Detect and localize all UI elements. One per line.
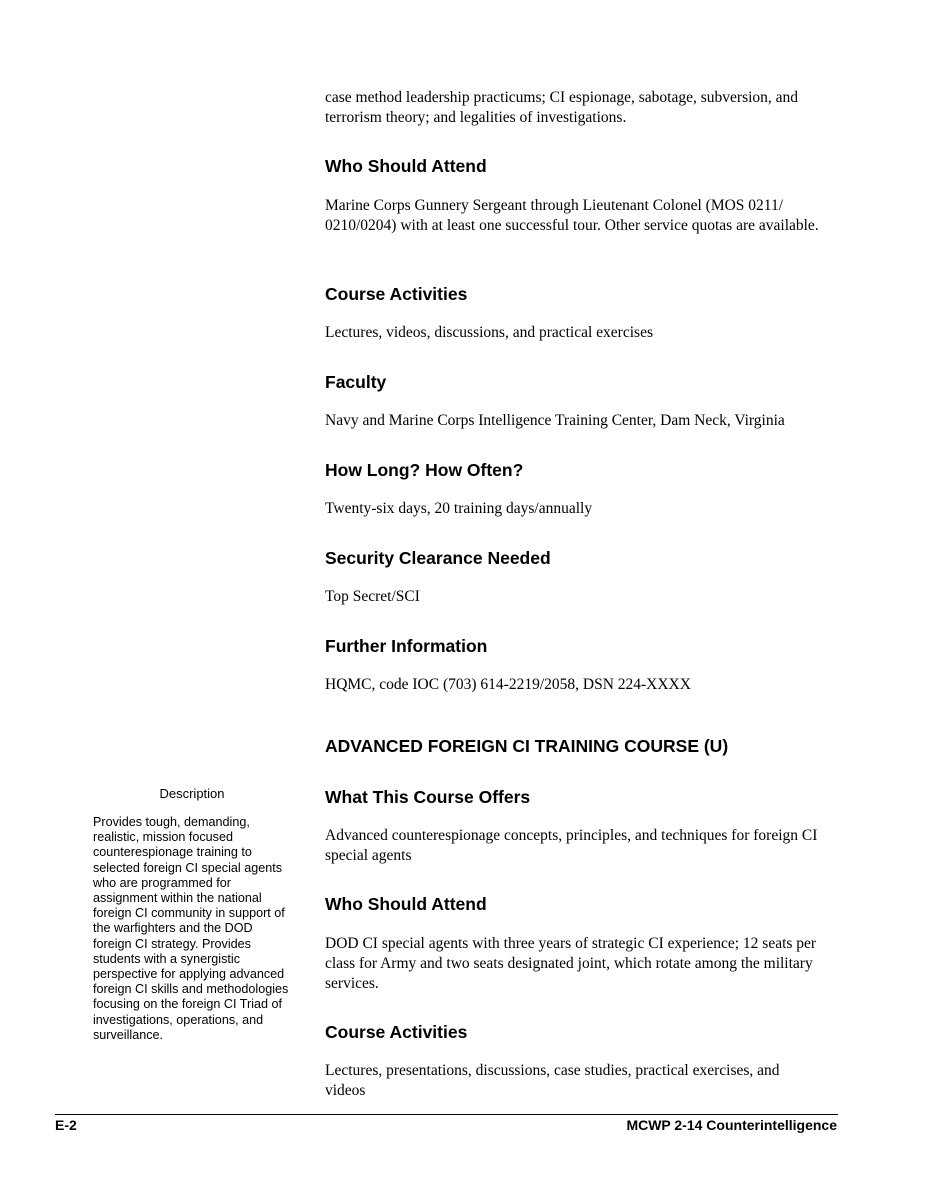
faculty-heading: Faculty [325,372,387,392]
further-information-heading: Further Information [325,636,488,656]
security-clearance-heading: Security Clearance Needed [325,548,551,568]
what-this-course-offers-heading: What This Course Offers [325,787,531,807]
who-should-attend-text: Marine Corps Gunnery Sergeant through Lieutenant Colonel (MOS 0211/ 0210/0204) with at least one successful tour. Other service quotas are available. [325,197,819,234]
course-title: ADVANCED FOREIGN CI TRAINING COURSE (U) [325,736,729,756]
how-long-heading: How Long? How Often? [325,460,524,480]
what-this-course-offers-text: Advanced counterespionage concepts, principles, and techniques for foreign CI special agents [325,827,818,864]
course-activities-heading: Course Activities [325,284,468,304]
who-should-attend-text-2: DOD CI special agents with three years of strategic CI experience; 12 seats per class for Army and two seats designated joint, which rotate among the military services. [325,935,817,992]
continued-paragraph: case method leadership practicums; CI espionage, sabotage, subversion, and terrorism theory; and legalities of investigations. [325,89,799,126]
footer-rule [55,1114,838,1115]
security-clearance-text: Top Secret/SCI [325,588,420,605]
publication-title: MCWP 2-14 Counterintelligence [626,1117,837,1133]
course-activities-heading-2: Course Activities [325,1022,468,1042]
faculty-text: Navy and Marine Corps Intelligence Training Center, Dam Neck, Virginia [325,412,785,429]
how-long-text: Twenty-six days, 20 training days/annually [325,500,593,517]
course-activities-text-2: Lectures, presentations, discussions, case studies, practical exercises, and videos [325,1062,780,1099]
who-should-attend-heading: Who Should Attend [325,156,487,176]
course-activities-text: Lectures, videos, discussions, and practical exercises [325,324,653,341]
further-information-text: HQMC, code IOC (703) 614-2219/2058, DSN 224-XXXX [325,676,691,693]
who-should-attend-heading-2: Who Should Attend [325,894,487,914]
page-number: E-2 [55,1117,77,1133]
sidebar-title: Description [159,786,225,801]
sidebar-description: Provides tough, demanding, realistic, mission focused counterespionage training to selected foreign CI special agents who are programmed for assignment within the national foreign CI community in support of the warfighters and the DOD foreign CI strategy. Provides students with a synergistic perspective for applying advanced foreign CI skills and methodologies focusing on the foreign CI Triad of investigations, operations, and surveillance. [93,815,289,1042]
